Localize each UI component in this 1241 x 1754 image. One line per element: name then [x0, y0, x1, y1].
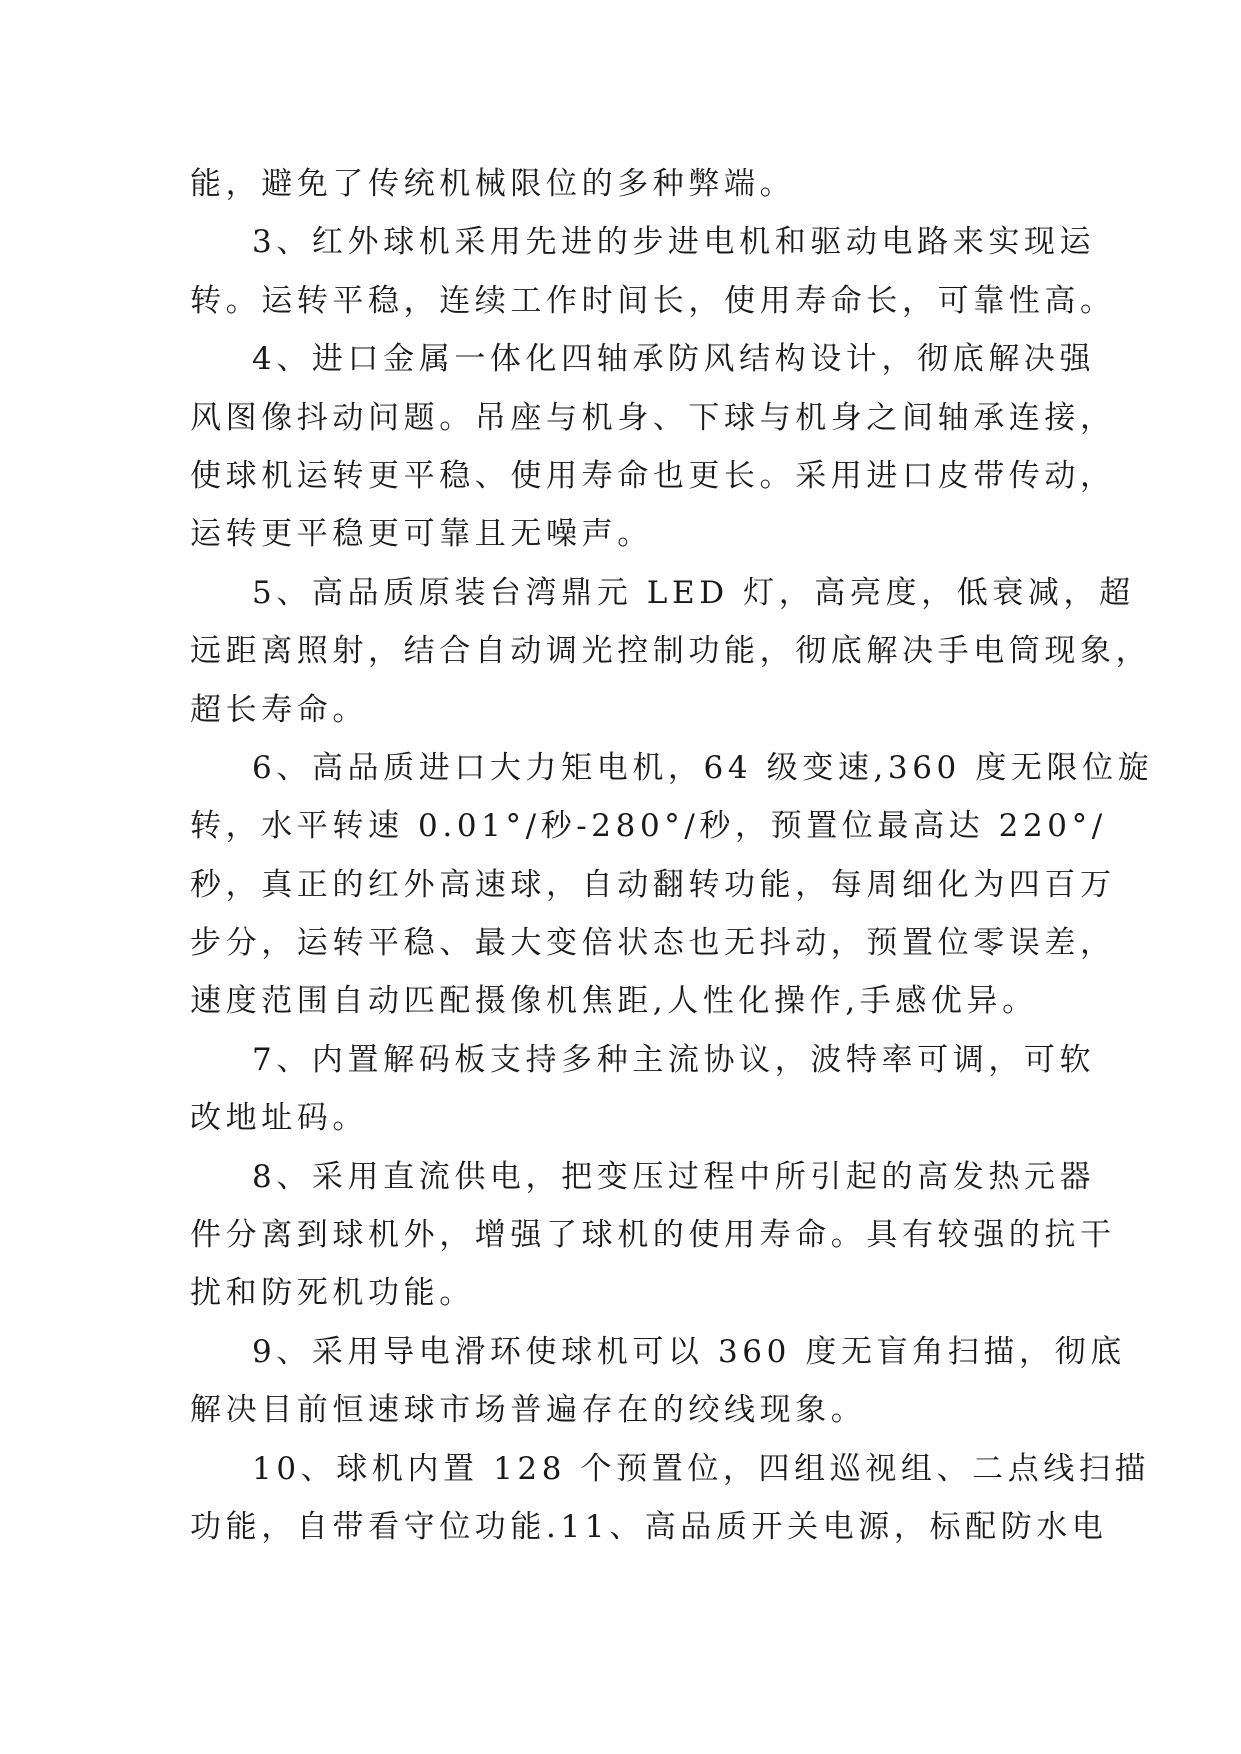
text-line: 9、采用导电滑环使球机可以 360 度无盲角扫描，彻底	[252, 1333, 1126, 1370]
text-line: 4、进口金属一体化四轴承防风结构设计，彻底解决强	[252, 341, 1096, 378]
body-text	[190, 155, 1154, 1556]
text-line: 5、高品质原装台湾鼎元 LED 灯，高亮度，低衰减，超	[252, 574, 1135, 611]
text-line: 转。运转平稳，连续工作时间长，使用寿命长，可靠性高。	[190, 282, 1116, 319]
text-line: 8、采用直流供电，把变压过程中所引起的高发热元器	[252, 1158, 1096, 1195]
text-line: 件分离到球机外，增强了球机的使用寿命。具有较强的抗干	[190, 1217, 1116, 1254]
text-line: 3、红外球机采用先进的步进电机和驱动电路来实现运	[252, 224, 1096, 261]
text-line: 10、球机内置 128 个预置位，四组巡视组、二点线扫描	[252, 1450, 1151, 1487]
text-line: 超长寿命。	[190, 691, 368, 728]
text-line: 扰和防死机功能。	[190, 1275, 475, 1312]
text-line: 7、内置解码板支持多种主流协议，波特率可调，可软	[252, 1041, 1096, 1078]
text-line: 运转更平稳更可靠且无噪声。	[190, 516, 653, 553]
text-line: 6、高品质进口大力矩电机，64 级变速,360 度无限位旋	[252, 749, 1154, 786]
text-line: 风图像抖动问题。吊座与机身、下球与机身之间轴承连接，	[190, 399, 1116, 436]
text-line: 能，避免了传统机械限位的多种弊端。	[190, 166, 796, 202]
text-line: 使球机运转更平稳、使用寿命也更长。采用进口皮带传动，	[190, 457, 1116, 494]
text-line: 功能，自带看守位功能.11、高品质开关电源，标配防水电	[190, 1508, 1108, 1545]
text-line: 改地址码。	[190, 1100, 368, 1137]
text-line: 步分，运转平稳、最大变倍状态也无抖动，预置位零误差，	[190, 925, 1116, 962]
text-line: 转，水平转速 0.01°/秒-280°/秒，预置位最高达 220°/	[190, 808, 1107, 845]
text-line: 速度范围自动匹配摄像机焦距,人性化操作,手感优异。	[190, 983, 1038, 1020]
text-line: 远距离照射，结合自动调光控制功能，彻底解决手电筒现象，	[190, 633, 1152, 670]
text-line: 秒，真正的红外高速球，自动翻转功能，每周细化为四百万	[190, 866, 1116, 903]
text-line: 解决目前恒速球市场普遍存在的绞线现象。	[190, 1392, 867, 1429]
